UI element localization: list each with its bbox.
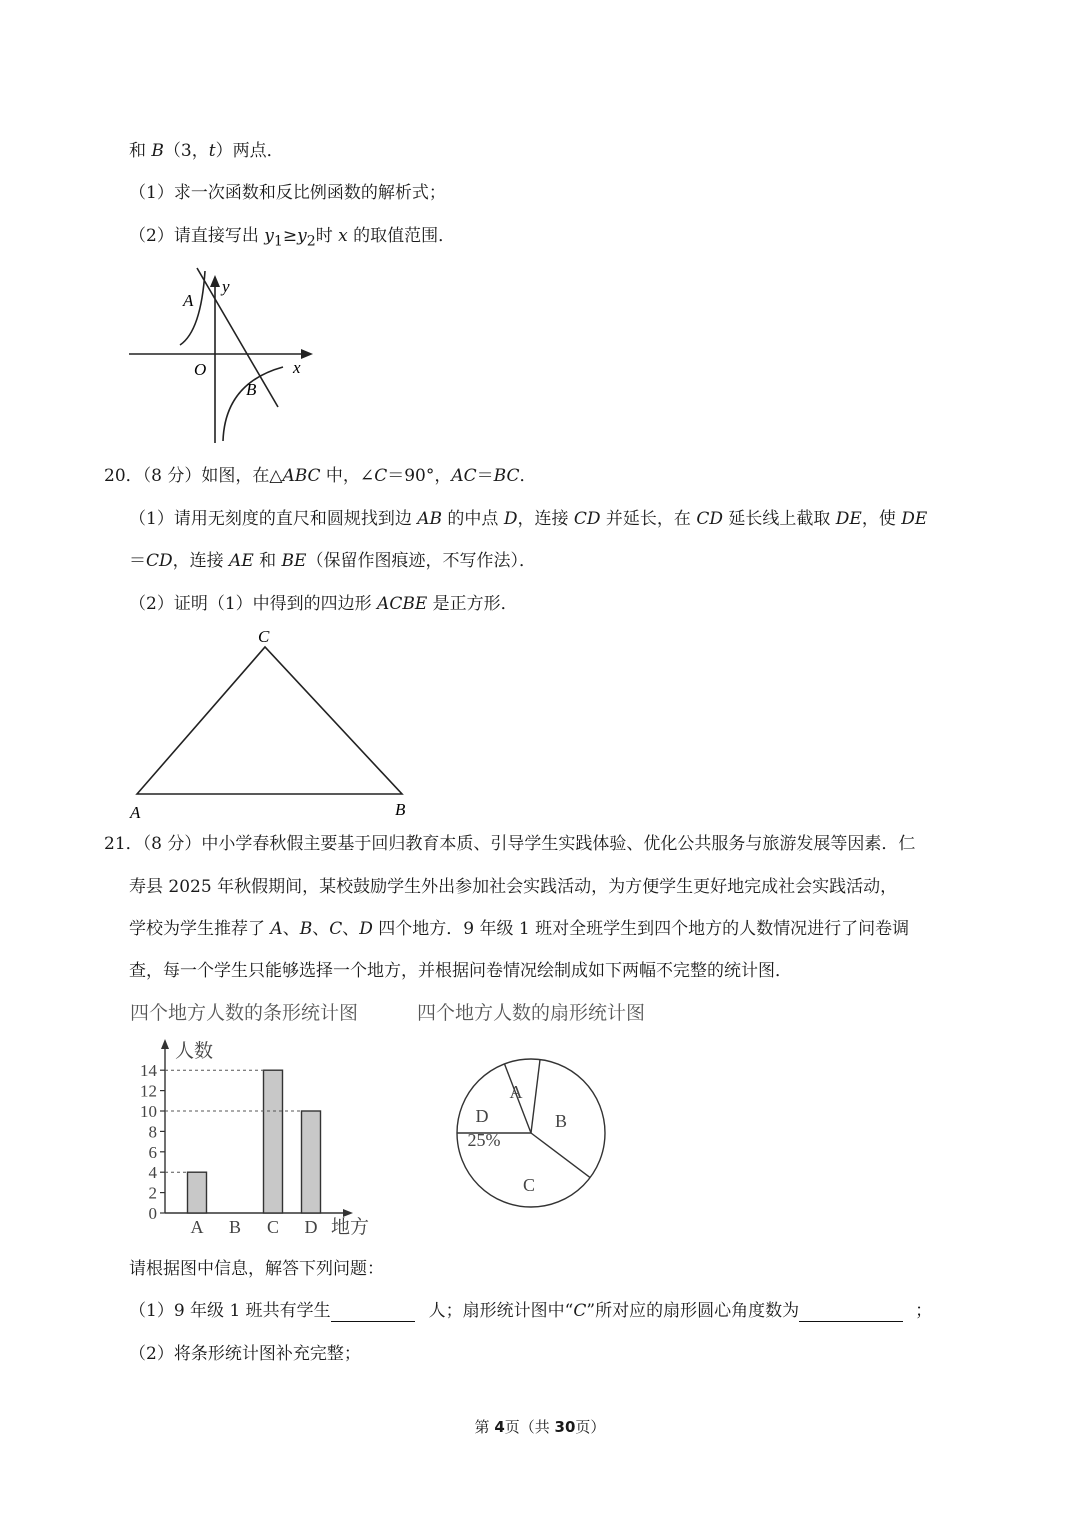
q19-line-1: 和 B（3，t）两点．: [129, 141, 284, 161]
pie-label-D: D: [475, 1106, 489, 1126]
q20-line-4: （2）证明（1）中得到的四边形 ACBE 是正方形．: [129, 594, 518, 614]
bar-x-tick-label: D: [304, 1217, 318, 1237]
bar-chart-title: 四个地方人数的条形统计图: [130, 1003, 359, 1024]
bar-y-axis-label: 人数: [175, 1041, 214, 1062]
q21-sub-question-1: （1）9 年级 1 班共有学生 人；扇形统计图中“C”所对应的扇形圆心角度数为 ；: [129, 1301, 933, 1321]
hyperbola-right-branch: [223, 367, 283, 441]
label-b: B: [395, 800, 406, 819]
label-a: A: [183, 291, 194, 310]
pie-slice-boundary: [531, 1060, 540, 1133]
label-o: O: [194, 360, 207, 379]
q21-line-2: 寿县 2025 年秋假期间，某校鼓励学生外出参加社会实践活动，为方便学生更好地完成社会实践活动，: [129, 877, 898, 897]
bar-y-tick-label: 2: [148, 1183, 157, 1203]
y-axis-arrow: [210, 275, 220, 287]
q21-line-3: 学校为学生推荐了 A、B、C、D 四个地方．9 年级 1 班对全班学生到四个地方的人数情况进行了问卷调: [129, 919, 910, 939]
bar-x-axis-arrow: [343, 1209, 353, 1217]
bar-y-axis-arrow: [161, 1039, 169, 1049]
bar-x-tick-label: A: [190, 1217, 204, 1237]
triangle-abc: [137, 647, 402, 794]
pie-label-A: A: [509, 1082, 523, 1102]
bar-y-tick-label: 10: [140, 1102, 157, 1121]
bar-y-tick-label: 4: [148, 1163, 157, 1183]
q20-line-3: ＝CD，连接 AE 和 BE（保留作图痕迹，不写作法）．: [129, 551, 536, 571]
q21-statistics-charts: [125, 995, 685, 1245]
label-x: x: [293, 358, 301, 377]
bar-y-tick-label: 12: [140, 1081, 157, 1101]
pie-label-B: B: [554, 1111, 568, 1131]
x-axis-arrow: [301, 349, 313, 359]
label-b: B: [246, 380, 257, 399]
bar-y-tick-label: 8: [148, 1122, 157, 1142]
q21-sub-question-2: （2）将条形统计图补充完整；: [129, 1344, 361, 1364]
bar-A: [188, 1172, 207, 1213]
bar-D: [302, 1111, 321, 1213]
answer-blank-student-count[interactable]: [331, 1303, 415, 1322]
bar-x-tick-label: C: [266, 1217, 280, 1237]
q19-line-3: （2）请直接写出 $y_1\ge y_2$时 x 的取值范围．: [129, 226, 456, 250]
bar-C: [264, 1070, 283, 1213]
bar-x-axis-label: 地方: [331, 1217, 370, 1238]
pie-chart-title: 四个地方人数的扇形统计图: [417, 1003, 646, 1024]
page-total: 30: [554, 1418, 576, 1436]
bar-chart: [140, 1039, 369, 1238]
bar-y-tick-label: 14: [140, 1061, 157, 1081]
answer-blank-c-angle[interactable]: [799, 1303, 903, 1322]
q20-line-1: 20．（8 分）如图，在△ABC 中，∠C＝90°，AC＝BC．: [104, 466, 537, 486]
page-number: 4: [494, 1418, 505, 1436]
page-footer: 第 4页（共 30页）: [474, 1418, 606, 1436]
q19-function-figure: [125, 265, 320, 445]
label-a: A: [130, 803, 141, 822]
q21-prompt: 请根据图中信息，解答下列问题：: [129, 1259, 384, 1279]
bar-x-tick-label: B: [228, 1217, 242, 1237]
bar-y-tick-label: 6: [148, 1142, 157, 1162]
pie-label-C: C: [522, 1175, 536, 1195]
bar-y-tick-label: 0: [148, 1204, 157, 1223]
pie-chart: [457, 1059, 605, 1207]
label-c: C: [258, 627, 270, 646]
q19-line-2: （1）求一次函数和反比例函数的解析式；: [129, 183, 446, 203]
linear-function-line: [197, 268, 278, 407]
pie-slice-boundary: [531, 1133, 590, 1178]
q20-line-2: （1）请用无刻度的直尺和圆规找到边 AB 的中点 D，连接 CD 并延长，在 CD 延长线上截取 DE，使 DE: [129, 509, 928, 529]
q21-line-4: 查，每一个学生只能够选择一个地方，并根据问卷情况绘制成如下两幅不完整的统计图．: [129, 961, 792, 981]
q20-triangle-figure: [125, 622, 425, 822]
label-y: y: [222, 277, 230, 296]
q21-line-1: 21．（8 分）中小学春秋假主要基于回归教育本质、引导学生实践体验、优化公共服务与旅游发展等因素．仁: [104, 834, 916, 854]
pie-percent-D: 25%: [467, 1130, 501, 1150]
